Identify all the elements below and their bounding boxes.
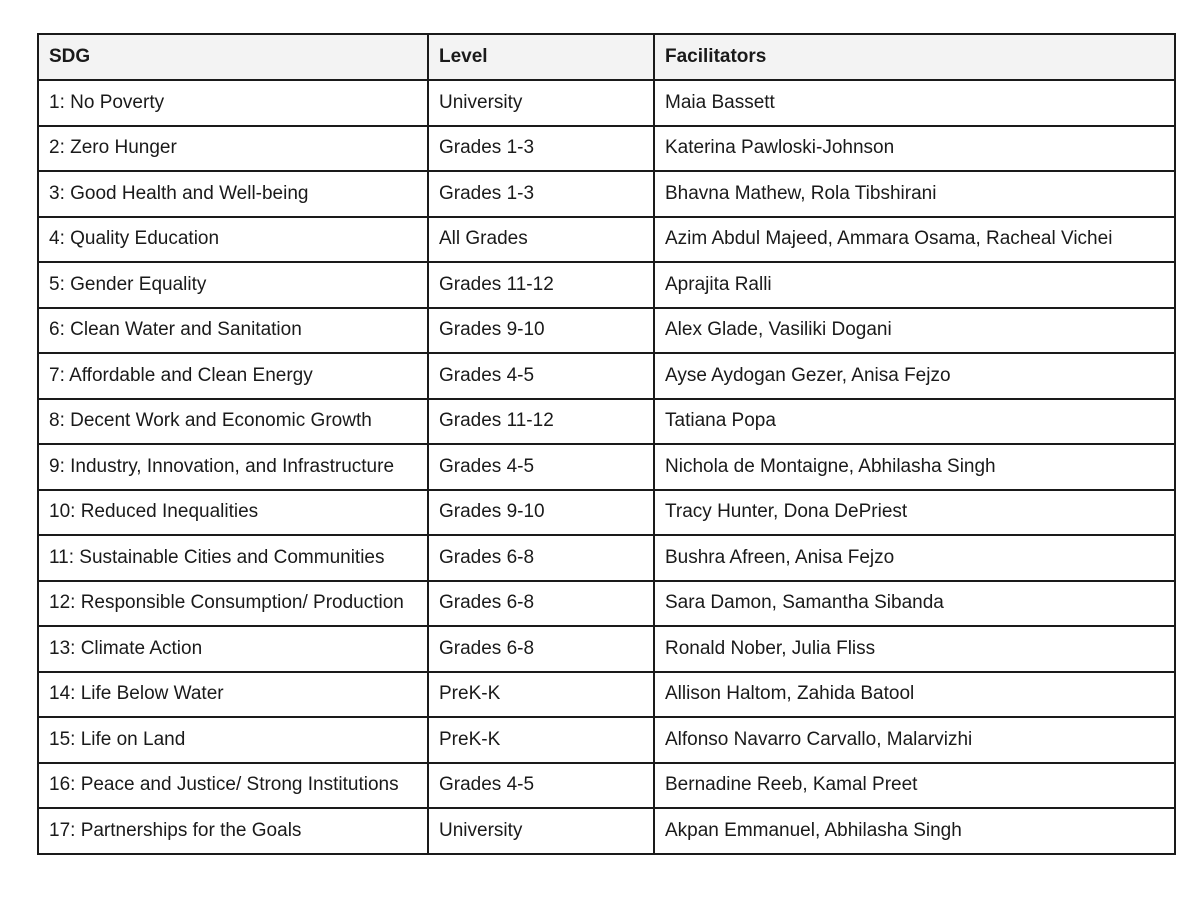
cell-level: Grades 1-3 [428,171,654,217]
cell-sdg: 7: Affordable and Clean Energy [38,353,428,399]
cell-facilitators: Tracy Hunter, Dona DePriest [654,490,1175,536]
header-facilitators: Facilitators [654,34,1175,80]
table-body [38,80,1175,854]
cell-facilitators: Aprajita Ralli [654,262,1175,308]
table-row [38,80,1175,126]
cell-facilitators: Bushra Afreen, Anisa Fejzo [654,535,1175,581]
cell-sdg: 11: Sustainable Cities and Communities [38,535,428,581]
cell-sdg: 1: No Poverty [38,80,428,126]
cell-facilitators: Akpan Emmanuel, Abhilasha Singh [654,808,1175,854]
table-row [38,808,1175,854]
cell-facilitators: Allison Haltom, Zahida Batool [654,672,1175,718]
table-row [38,581,1175,627]
cell-facilitators: Ronald Nober, Julia Fliss [654,626,1175,672]
table-row [38,217,1175,263]
cell-sdg: 6: Clean Water and Sanitation [38,308,428,354]
header-sdg: SDG [38,34,428,80]
cell-level: Grades 4-5 [428,353,654,399]
cell-facilitators: Azim Abdul Majeed, Ammara Osama, Racheal Vichei [654,217,1175,263]
table-row [38,535,1175,581]
cell-sdg: 8: Decent Work and Economic Growth [38,399,428,445]
cell-sdg: 2: Zero Hunger [38,126,428,172]
header-level: Level [428,34,654,80]
cell-sdg: 15: Life on Land [38,717,428,763]
cell-facilitators: Sara Damon, Samantha Sibanda [654,581,1175,627]
cell-sdg: 17: Partnerships for the Goals [38,808,428,854]
cell-sdg: 5: Gender Equality [38,262,428,308]
table-row [38,262,1175,308]
cell-sdg: 10: Reduced Inequalities [38,490,428,536]
cell-level: Grades 4-5 [428,444,654,490]
cell-facilitators: Tatiana Popa [654,399,1175,445]
cell-level: Grades 9-10 [428,490,654,536]
table-row [38,490,1175,536]
cell-level: University [428,808,654,854]
cell-level: Grades 9-10 [428,308,654,354]
table-row [38,126,1175,172]
cell-level: Grades 6-8 [428,626,654,672]
cell-facilitators: Alex Glade, Vasiliki Dogani [654,308,1175,354]
table-header [38,34,1175,80]
cell-sdg: 12: Responsible Consumption/ Production [38,581,428,627]
table-row [38,353,1175,399]
cell-sdg: 14: Life Below Water [38,672,428,718]
cell-level: All Grades [428,217,654,263]
table-row [38,308,1175,354]
cell-facilitators: Ayse Aydogan Gezer, Anisa Fejzo [654,353,1175,399]
cell-facilitators: Bhavna Mathew, Rola Tibshirani [654,171,1175,217]
cell-sdg: 9: Industry, Innovation, and Infrastructure [38,444,428,490]
table-row [38,444,1175,490]
cell-sdg: 13: Climate Action [38,626,428,672]
header-row [38,34,1175,80]
sdg-table [37,33,1176,855]
cell-facilitators: Nichola de Montaigne, Abhilasha Singh [654,444,1175,490]
table-row [38,672,1175,718]
cell-sdg: 3: Good Health and Well-being [38,171,428,217]
cell-level: PreK-K [428,717,654,763]
cell-level: University [428,80,654,126]
cell-level: Grades 1-3 [428,126,654,172]
table-row [38,763,1175,809]
table-row [38,626,1175,672]
cell-facilitators: Katerina Pawloski-Johnson [654,126,1175,172]
table-row [38,171,1175,217]
cell-level: Grades 6-8 [428,581,654,627]
cell-level: PreK-K [428,672,654,718]
cell-level: Grades 11-12 [428,262,654,308]
cell-level: Grades 11-12 [428,399,654,445]
cell-level: Grades 4-5 [428,763,654,809]
cell-sdg: 4: Quality Education [38,217,428,263]
cell-sdg: 16: Peace and Justice/ Strong Institutions [38,763,428,809]
table-row [38,717,1175,763]
cell-facilitators: Bernadine Reeb, Kamal Preet [654,763,1175,809]
cell-facilitators: Maia Bassett [654,80,1175,126]
cell-level: Grades 6-8 [428,535,654,581]
cell-facilitators: Alfonso Navarro Carvallo, Malarvizhi [654,717,1175,763]
table-row [38,399,1175,445]
